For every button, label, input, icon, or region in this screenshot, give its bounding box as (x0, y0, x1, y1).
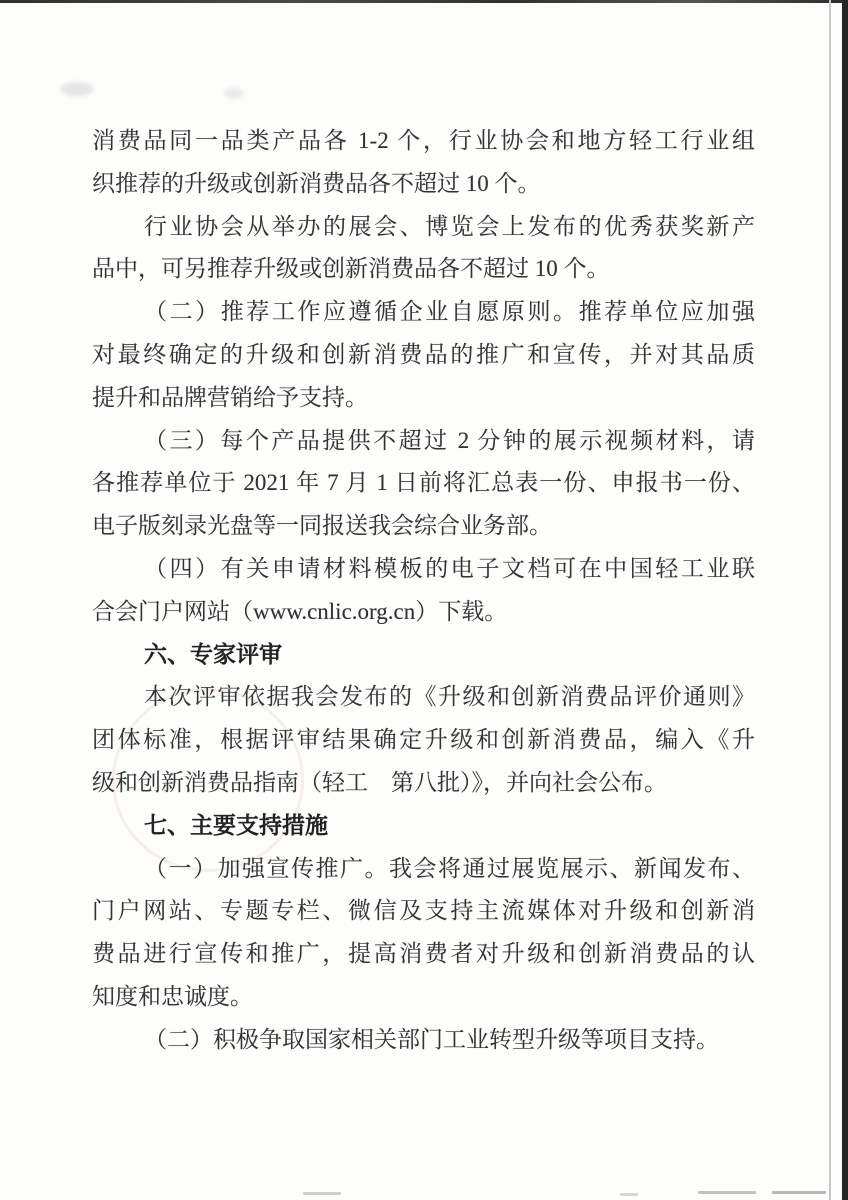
text-line: （一）加强宣传推广。我会将通过展览展示、新闻发布、 (144, 855, 755, 881)
scan-artifact-bottom-dash (303, 1192, 341, 1195)
text-line: 级和创新消费品指南（轻工 第八批）》，并向社会公布。 (92, 769, 667, 795)
text-line: 品中，可另推荐升级或创新消费品各不超过 10 个。 (92, 256, 610, 282)
text-line: 提升和品牌营销给予支持。 (92, 384, 368, 410)
text-line: 本次评审依据我会发布的《升级和创新消费品评价通则》 (144, 684, 755, 710)
text-line: 合会门户网站（www.cnlic.org.cn）下载。 (92, 598, 508, 624)
scan-artifact-bottom-dash (772, 1191, 826, 1194)
text-line: （三）每个产品提供不超过 2 分钟的展示视频材料，请 (144, 427, 755, 453)
scan-artifact-bottom-dash (698, 1191, 756, 1194)
text-line: 电子版刻录光盘等一同报送我会综合业务部。 (92, 513, 552, 539)
section-heading: 六、专家评审 (144, 641, 282, 667)
scan-artifact-bottom-dash (620, 1193, 638, 1196)
text-line: 织推荐的升级或创新消费品各不超过 10 个。 (92, 170, 541, 196)
text-line: 费品进行宣传和推广，提高消费者对升级和创新消费品的认 (92, 941, 755, 967)
text-line: 对最终确定的升级和创新消费品的推广和宣传，并对其品质 (92, 341, 755, 367)
text-line: 行业协会从举办的展会、博览会上发布的优秀获奖新产 (144, 213, 755, 239)
scan-artifact-right-line (829, 0, 831, 1200)
scan-artifact-right-edge (842, 0, 848, 1200)
scan-smudge (224, 88, 244, 99)
scan-artifact-top-edge (0, 0, 848, 3)
section-heading: 七、主要支持措施 (144, 812, 328, 838)
text-line: （二）积极争取国家相关部门工业转型升级等项目支持。 (144, 1026, 719, 1052)
text-line: 知度和忠诚度。 (92, 983, 253, 1009)
text-line: （二）推荐工作应遵循企业自愿原则。推荐单位应加强 (144, 299, 755, 325)
text-line: 团体标准，根据评审结果确定升级和创新消费品，编入《升 (92, 727, 755, 753)
text-line: （四）有关申请材料模板的电子文档可在中国轻工业联 (144, 555, 755, 581)
text-line: 门户网站、专题专栏、微信及支持主流媒体对升级和创新消 (92, 898, 755, 924)
text-line: 消费品同一品类产品各 1-2 个，行业协会和地方轻工行业组 (92, 128, 755, 153)
scan-smudge (60, 82, 94, 96)
document-body (92, 120, 755, 1062)
text-line: 各推荐单位于 2021 年 7 月 1 日前将汇总表一份、申报书一份、 (92, 470, 755, 496)
